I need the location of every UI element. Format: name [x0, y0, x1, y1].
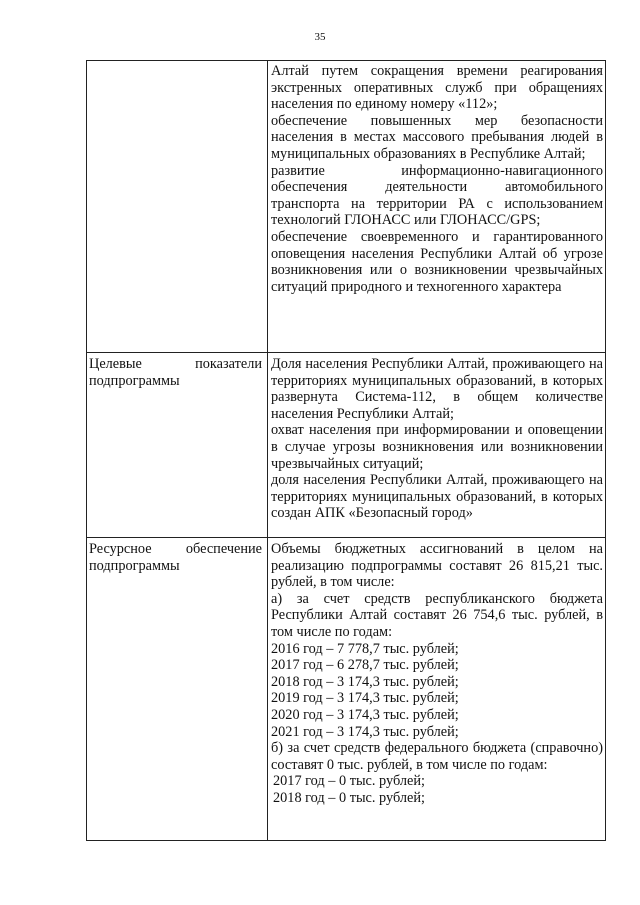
row-3-year-2021: 2021 год – 3 174,3 тыс. рублей; [271, 723, 459, 740]
table-row-3-label: Ресурсное обеспечение подпрограммы [89, 541, 262, 574]
table-border-right [605, 60, 606, 841]
row-3-year-2017: 2017 год – 6 278,7 тыс. рублей; [271, 657, 459, 674]
table-row-1-content [271, 63, 603, 295]
row-3-paragraph-2: а) за счет средств республиканского бюджета Республики Алтай составят 26 754,6 тыс. рублей, в том числе по годам: [271, 590, 603, 640]
row-divider-2 [86, 537, 606, 538]
row-1-paragraph-1: Алтай путем сокращения времени реагирования экстренных оперативных служб при обращениях населения по единому номеру «112»; [271, 63, 603, 113]
table-border-bottom [86, 840, 606, 841]
row-3-year-2018: 2018 год – 3 174,3 тыс. рублей; [271, 673, 459, 690]
table-row-2-label: Целевые показатели подпрограммы [89, 356, 262, 389]
row-3-paragraph-federal: б) за счет средств федерального бюджета (справочно) составят 0 тыс. рублей, в том числе по годам: [271, 740, 603, 773]
row-1-paragraph-3: развитие информационно-навигационного обеспечения деятельности автомобильного транспорта на территории РА с использованием технологий ГЛОНАСС или ГЛОНАСС/GPS; [271, 162, 603, 229]
row-2-paragraph-2: охват населения при информировании и оповещении в случае угрозы возникновения или возникновении чрезвычайных ситуаций; [271, 422, 603, 472]
row-3-year-2020: 2020 год – 3 174,3 тыс. рублей; [271, 706, 459, 723]
table-column-divider [267, 60, 268, 841]
row-3-federal-2017: 2017 год – 0 тыс. рублей; [273, 773, 425, 790]
passport-table [86, 60, 606, 841]
table-border-left [86, 60, 87, 841]
row-3-year-2019: 2019 год – 3 174,3 тыс. рублей; [271, 690, 459, 707]
row-1-paragraph-4: обеспечение своевременного и гарантированного оповещения населения Республики Алтай об угрозе возникновения или о возникновении чрезвычайных ситуаций природного и техногенного характера [271, 228, 603, 295]
table-border-top [86, 60, 606, 61]
row-2-paragraph-3: доля населения Республики Алтай, проживающего на территориях муниципальных образований, в которых создан АПК «Безопасный город» [271, 472, 603, 522]
row-2-paragraph-1: Доля населения Республики Алтай, проживающего на территориях муниципальных образований, в которых развернута Система-112, в общем количестве населения Республики Алтай; [271, 356, 603, 422]
row-divider-1 [86, 352, 606, 353]
table-row-3-content [271, 541, 603, 807]
row-1-paragraph-2: обеспечение повышенных мер безопасности населения в местах массового пребывания людей в муниципальных образованиях в Республике Алтай; [271, 112, 603, 162]
row-3-federal-2018: 2018 год – 0 тыс. рублей; [273, 789, 425, 806]
table-row-2-content [271, 356, 603, 522]
row-3-paragraph-1: Объемы бюджетных ассигнований в целом на реализацию подпрограммы составят 26 815,21 тыс. рублей, в том числе: [271, 541, 603, 591]
row-3-year-2016: 2016 год – 7 778,7 тыс. рублей; [271, 640, 459, 657]
page-number: 35 [314, 31, 326, 43]
